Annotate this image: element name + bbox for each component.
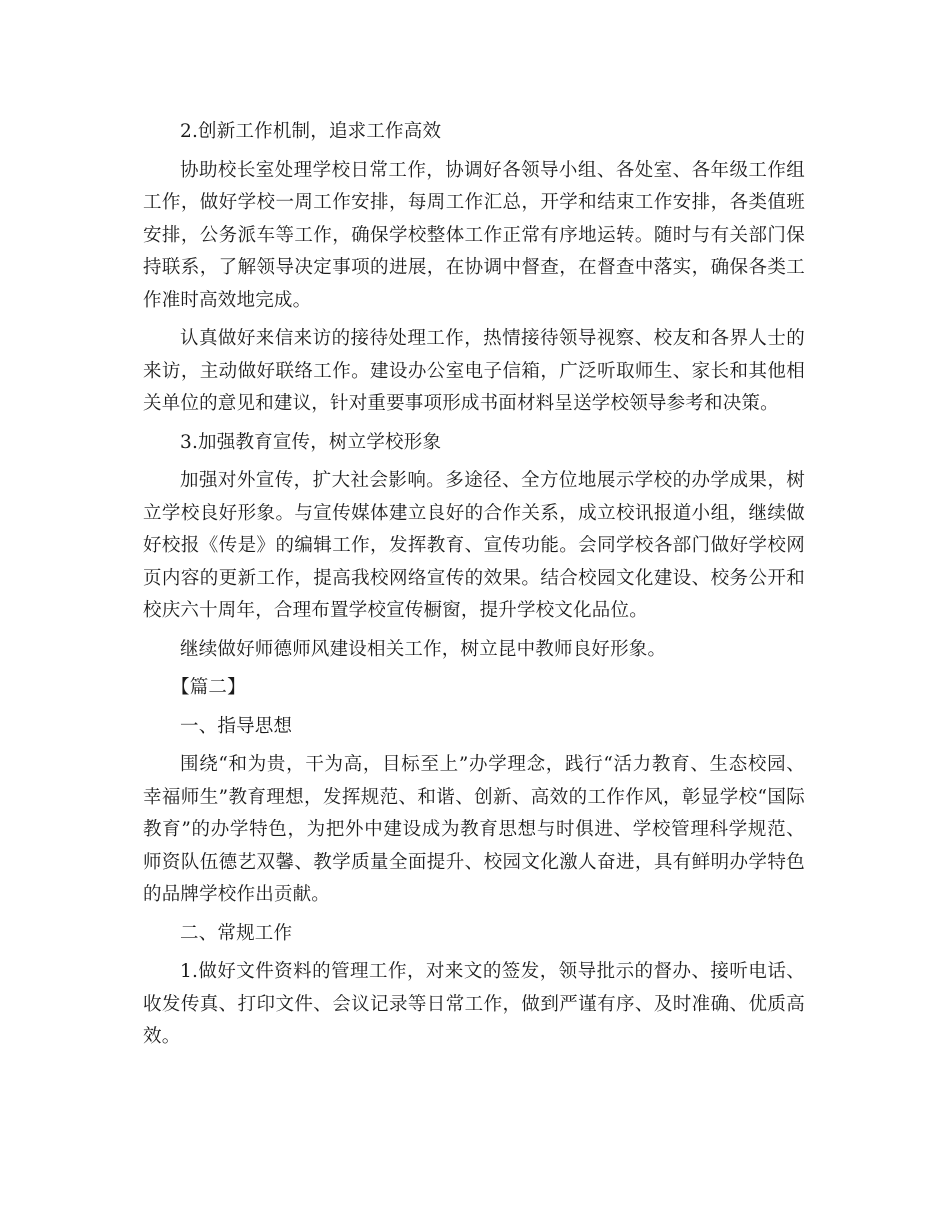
section-marker-part-two: 【篇二】 <box>171 677 246 698</box>
paragraph-publicity-work: 加强对外宣传，扩大社会影响。多途径、全方位地展示学校的办学成果，树立学校良好形象。与宣传媒体建立良好的合作关系，成立校讯报道小组，继续做好校报《传是》的编辑工作，发挥教育、宣传功能。会同学校各部门做好学校网页内容的更新工作，提高我校网络宣传的效果。结合校园文化建设、校务公开和校庆六十周年，合理布置学校宣传橱窗，提升学校文化品位。 <box>143 470 805 621</box>
paragraph-teacher-ethics: 继续做好师德师风建设相关工作，树立昆中教师良好形象。 <box>180 638 667 660</box>
subsection-heading-publicity: 3.加强教育宣传，树立学校形象 <box>180 431 442 453</box>
section-heading-guiding-ideology: 一、指导思想 <box>180 715 293 737</box>
paragraph-document-management: 1.做好文件资料的管理工作，对来文的签发，领导批示的督办、接听电话、收发传真、打印文件、会议记录等日常工作，做到严谨有序、及时准确、优质高效。 <box>143 961 805 1047</box>
document-body <box>143 116 805 1054</box>
paragraph-guiding-ideology: 围绕“和为贵，干为高，目标至上”办学理念，践行“活力教育、生态校园、幸福师生”教育理想，发挥规范、和谐、创新、高效的工作作风，彰显学校“国际教育”的办学特色，为把外中建设成为教育思想与时俱进、学校管理科学规范、师资队伍德艺双馨、教学质量全面提升、校园文化激人奋进，具有鲜明办学特色的品牌学校作出贡献。 <box>143 754 805 905</box>
paragraph-daily-work: 协助校长室处理学校日常工作，协调好各领导小组、各处室、各年级工作组工作，做好学校一周工作安排，每周工作汇总，开学和结束工作安排，各类值班安排，公务派车等工作，确保学校整体工作正常有序地运转。随时与有关部门保持联系，了解领导决定事项的进展，在协调中督查，在督查中落实，确保各类工作准时高效地完成。 <box>143 159 805 311</box>
section-heading-routine-work: 二、常规工作 <box>180 922 293 944</box>
subsection-heading-innovation: 2.创新工作机制，追求工作高效 <box>180 121 442 142</box>
paragraph-reception-work: 认真做好来信来访的接待处理工作，热情接待领导视察、校友和各界人士的来访，主动做好联络工作。建设办公室电子信箱，广泛听取师生、家长和其他相关单位的意见和建议，针对重要事项形成书面材料呈送学校领导参考和决策。 <box>143 328 805 414</box>
